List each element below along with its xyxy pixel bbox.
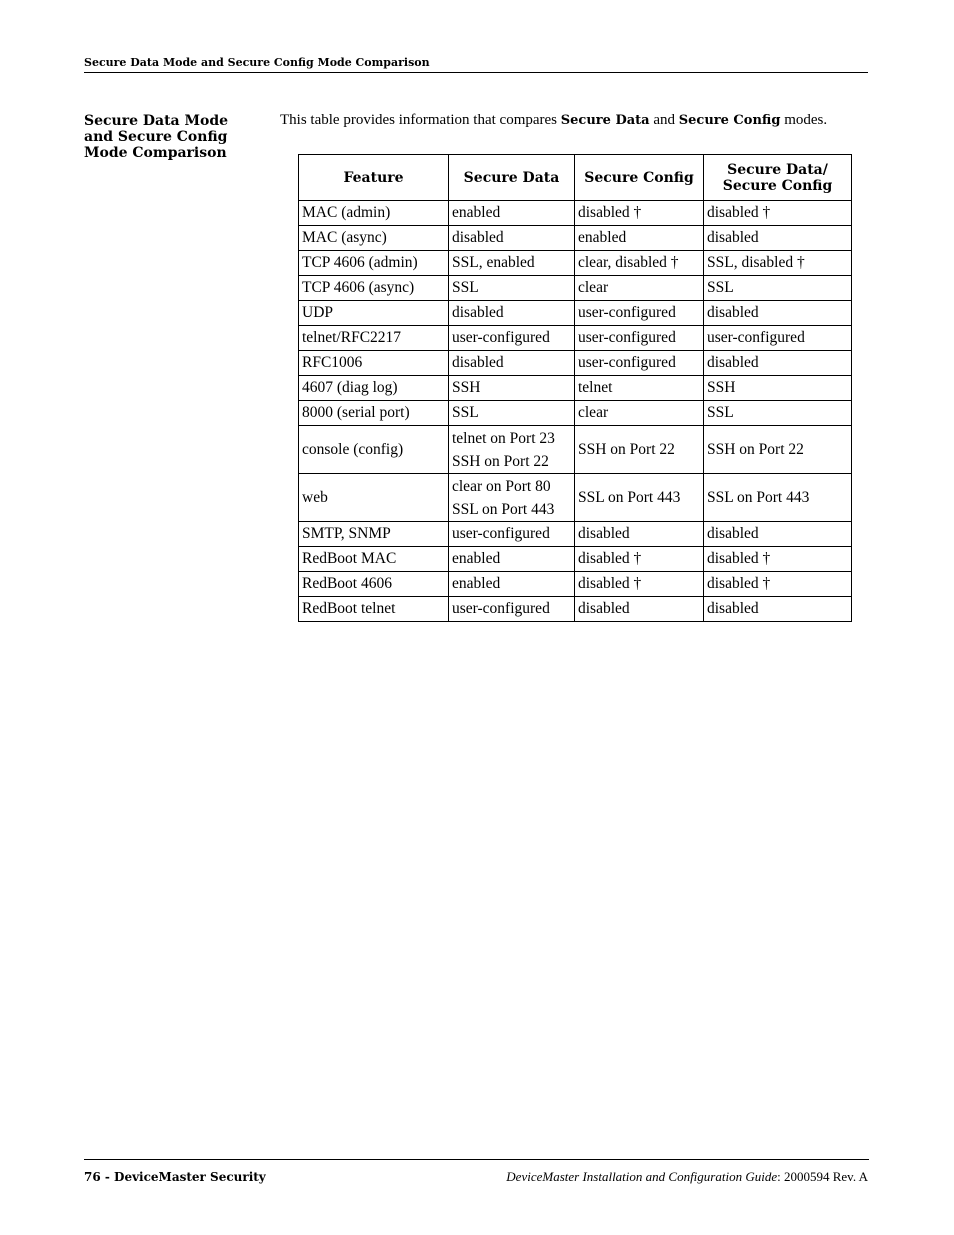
cell-secure-data-config: SSH xyxy=(704,376,852,401)
intro-paragraph xyxy=(280,112,860,129)
cell-secure-config: user-configured xyxy=(575,301,704,326)
cell-feature: MAC (async) xyxy=(299,226,449,251)
table-row xyxy=(299,597,852,622)
cell-secure-data-config: disabled † xyxy=(704,572,852,597)
intro-text: modes. xyxy=(780,112,828,128)
table-row xyxy=(299,326,852,351)
cell-secure-data: telnet on Port 23 SSH on Port 22 xyxy=(449,426,575,474)
table-row xyxy=(299,401,852,426)
cell-secure-data-config: SSH on Port 22 xyxy=(704,426,852,474)
cell-secure-config: SSH on Port 22 xyxy=(575,426,704,474)
cell-feature: telnet/RFC2217 xyxy=(299,326,449,351)
cell-feature: console (config) xyxy=(299,426,449,474)
intro-text: and xyxy=(649,112,679,128)
cell-feature: SMTP, SNMP xyxy=(299,522,449,547)
cell-secure-data: clear on Port 80 SSL on Port 443 xyxy=(449,474,575,522)
cell-feature: web xyxy=(299,474,449,522)
cell-secure-config: clear, disabled † xyxy=(575,251,704,276)
cell-feature: RedBoot telnet xyxy=(299,597,449,622)
cell-secure-data: disabled xyxy=(449,351,575,376)
cell-secure-data: user-configured xyxy=(449,597,575,622)
cell-secure-config: clear xyxy=(575,276,704,301)
section-heading xyxy=(84,113,254,161)
cell-secure-data: user-configured xyxy=(449,326,575,351)
cell-secure-config: enabled xyxy=(575,226,704,251)
cell-feature: MAC (admin) xyxy=(299,201,449,226)
footer-guide-title: DeviceMaster Installation and Configuration Guide xyxy=(506,1169,778,1184)
header-secure-config: Secure Config xyxy=(575,155,704,201)
cell-secure-config: disabled † xyxy=(575,201,704,226)
header-secure-data: Secure Data xyxy=(449,155,575,201)
running-header: Secure Data Mode and Secure Config Mode Comparison xyxy=(84,56,868,73)
table-row xyxy=(299,226,852,251)
cell-secure-data-config: SSL, disabled † xyxy=(704,251,852,276)
cell-feature: TCP 4606 (admin) xyxy=(299,251,449,276)
cell-secure-data: SSL xyxy=(449,276,575,301)
cell-secure-config: telnet xyxy=(575,376,704,401)
cell-secure-config: user-configured xyxy=(575,326,704,351)
cell-secure-data: enabled xyxy=(449,572,575,597)
table-row xyxy=(299,522,852,547)
cell-secure-data: disabled xyxy=(449,301,575,326)
cell-secure-config: disabled xyxy=(575,597,704,622)
cell-secure-config: disabled xyxy=(575,522,704,547)
footer-page-label: 76 - DeviceMaster Security xyxy=(84,1170,266,1184)
table-row xyxy=(299,276,852,301)
footer-guide-reference xyxy=(506,1169,868,1185)
cell-secure-data-config: disabled xyxy=(704,351,852,376)
cell-feature: UDP xyxy=(299,301,449,326)
cell-secure-config: disabled † xyxy=(575,572,704,597)
comparison-table xyxy=(298,154,852,622)
cell-feature: 4607 (diag log) xyxy=(299,376,449,401)
cell-secure-data: disabled xyxy=(449,226,575,251)
cell-secure-data-config: disabled † xyxy=(704,201,852,226)
cell-feature: RedBoot 4606 xyxy=(299,572,449,597)
section-heading-line: and Secure Config xyxy=(84,129,228,145)
cell-secure-data-config: SSL xyxy=(704,401,852,426)
intro-term-secure-config: Secure Config xyxy=(678,113,781,128)
table-row xyxy=(299,301,852,326)
cell-secure-data-config: disabled xyxy=(704,301,852,326)
intro-text: This table provides information that compares xyxy=(280,112,561,128)
cell-secure-data-config: user-configured xyxy=(704,326,852,351)
cell-secure-data: enabled xyxy=(449,547,575,572)
table-header-row xyxy=(299,155,852,201)
cell-feature: 8000 (serial port) xyxy=(299,401,449,426)
section-heading-line: Secure Data Mode xyxy=(84,113,229,129)
section-heading-line: Mode Comparison xyxy=(84,145,227,161)
footer-doc-number: : 2000594 Rev. A xyxy=(777,1169,868,1184)
cell-secure-data: user-configured xyxy=(449,522,575,547)
cell-secure-data: SSL, enabled xyxy=(449,251,575,276)
cell-feature: RedBoot MAC xyxy=(299,547,449,572)
cell-secure-config: user-configured xyxy=(575,351,704,376)
cell-secure-config: disabled † xyxy=(575,547,704,572)
cell-secure-data-config: SSL xyxy=(704,276,852,301)
table-body xyxy=(299,201,852,622)
table-row xyxy=(299,572,852,597)
footer-divider xyxy=(84,1159,869,1160)
cell-secure-data: enabled xyxy=(449,201,575,226)
cell-secure-data-config: disabled † xyxy=(704,547,852,572)
header-feature: Feature xyxy=(299,155,449,201)
table-row xyxy=(299,201,852,226)
cell-secure-data-config: disabled xyxy=(704,226,852,251)
cell-secure-data: SSL xyxy=(449,401,575,426)
header-secure-data-config: Secure Data/ Secure Config xyxy=(704,155,852,201)
cell-feature: TCP 4606 (async) xyxy=(299,276,449,301)
table-row xyxy=(299,351,852,376)
table-row xyxy=(299,376,852,401)
cell-secure-config: clear xyxy=(575,401,704,426)
table-row xyxy=(299,474,852,522)
cell-secure-config: SSL on Port 443 xyxy=(575,474,704,522)
cell-secure-data-config: SSL on Port 443 xyxy=(704,474,852,522)
cell-secure-data-config: disabled xyxy=(704,522,852,547)
cell-secure-data: SSH xyxy=(449,376,575,401)
table-row xyxy=(299,251,852,276)
cell-secure-data-config: disabled xyxy=(704,597,852,622)
cell-feature: RFC1006 xyxy=(299,351,449,376)
table-row xyxy=(299,426,852,474)
table-row xyxy=(299,547,852,572)
intro-term-secure-data: Secure Data xyxy=(560,113,650,128)
